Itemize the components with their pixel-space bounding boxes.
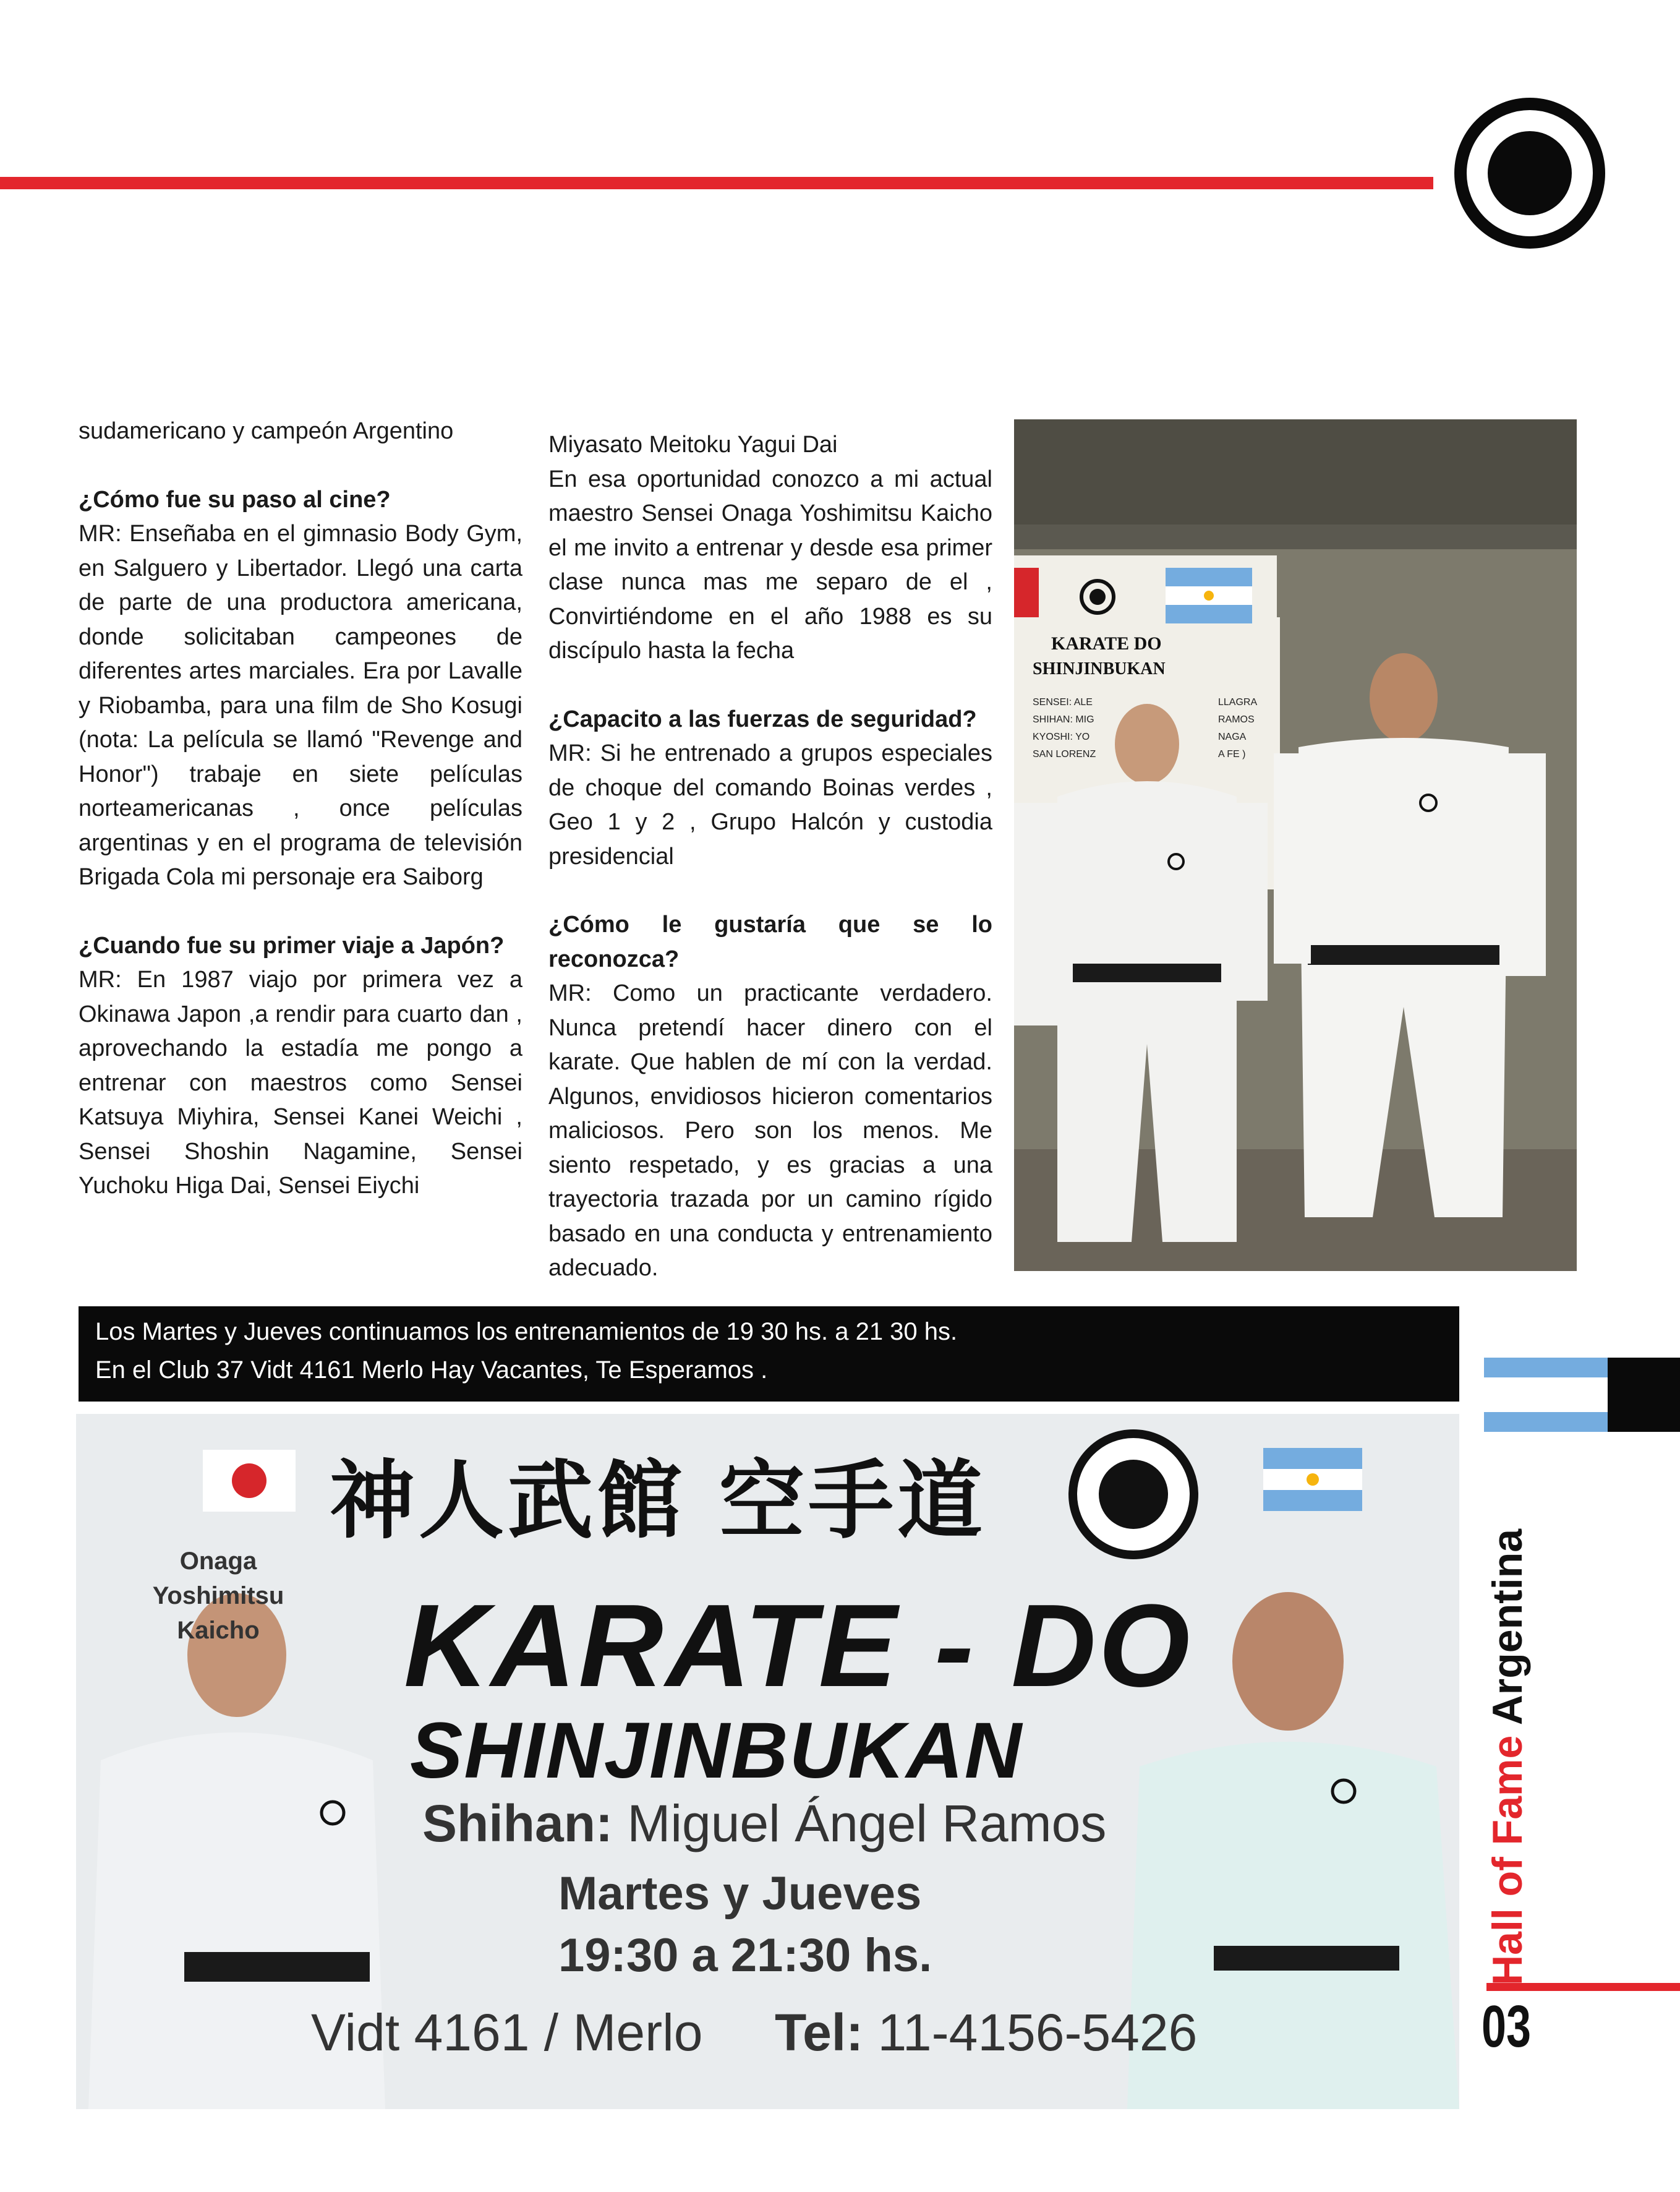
answer-cine: MR: Enseñaba en el gimnasio Body Gym, en Salguero y Libertador. Llegó una carta de parte de una productora americana, donde solicitaban campeones de diferentes artes marciales. Era por Lavalle y Riobamba, para una film de Sho Kosugi (nota: La película se llamó "Revenge and Honor") trabaje en siete películas norteamericanas , once películas argentinas y en el programa de televisión Brigada Cola mi personaje era Saiborg [79,521,522,890]
header-red-rule [0,177,1433,189]
photo-banner-line-4-right: A FE ) [1218,749,1246,760]
answer-japon: MR: En 1987 viajo por primera vez a Okinawa Japon ,a rendir para cuarto dan , aprovechando la estadía me pongo a entrenar con maestros como Sensei Katsuya Miyhira, Sensei Kanei Weichi , Sensei Shoshin Nagamine, Sensei Yuchoku Higa Dai, Sensei Eiychi [79,967,522,1199]
answer-reconocimiento: MR: Como un practicante verdadero. Nunca pretendí hacer dinero con el karate. Que hablen de mí con la verdad. Algunos, envidiosos hicieron comentarios maliciosos. Pero son los menos. Me siento respetado, y es gracias a una trayectoria trazada por un camino rígido basado en una conducta y entrenamiento adecuado. [548,980,992,1281]
dojo-photo [1014,419,1577,1271]
training-info-line-2: En el Club 37 Vidt 4161 Merlo Hay Vacantes, Te Esperamos . [95,1356,768,1384]
ad-shihan-name: Miguel Ángel Ramos [627,1794,1107,1852]
sidebar-black-tab [1608,1358,1680,1432]
photo-banner-line-3-right: NAGA [1218,732,1247,742]
ad-shihan-line [422,1792,1106,1854]
target-logo-icon [1454,98,1605,249]
master-name-line-3: Kaicho [177,1617,260,1644]
ad-kanji-heading: 神人武館 空手道 [330,1450,987,1551]
column-1-lead: sudamericano y campeón Argentino [79,418,454,444]
ad-telephone [775,1998,1197,2066]
column-2-lead: Miyasato Meitoku Yagui Dai [548,432,838,458]
answer-seguridad: MR: Si he entrenado a grupos especiales de choque del comando Boinas verdes , Geo 1 y 2 , Grupo Halcón y custodia presidencial [548,740,992,870]
argentina-flag-icon [1166,568,1252,623]
article-column-1 [79,414,522,1204]
section-title-red: Hall of Fame [1484,1735,1531,1985]
question-reconocimiento: ¿Cómo le gustaría que se lo reconozca? [548,912,992,972]
photo-banner-line-2: SHIHAN: MIG [1033,714,1094,725]
ad-tel-number: 11-4156-5426 [877,2003,1198,2061]
question-seguridad: ¿Capacito a las fuerzas de seguridad? [548,706,977,732]
ad-hours: 19:30 a 21:30 hs. [558,1929,932,1982]
photo-banner-line-1-right: LLAGRA [1218,697,1258,708]
ad-title-shinjinbukan: SHINJINBUKAN [410,1706,1023,1795]
ad-tel-label: Tel: [775,2003,864,2061]
question-cine: ¿Cómo fue su paso al cine? [79,486,391,513]
japan-flag-icon [1014,568,1039,617]
photo-banner-line-1: SENSEI: ALE [1033,697,1093,708]
master-name [101,1544,336,1648]
master-name-line-1: Onaga [179,1548,257,1575]
column-2-lead-continued: En esa oportunidad conozco a mi actual maestro Sensei Onaga Yoshimitsu Kaicho el me invito a entrenar y desde esa primer clase nunca mas me separo de el , Convirtiéndome en el año 1988 es su discípulo hasta la fecha [548,466,992,664]
section-title-vertical [1477,1529,1538,1985]
dojo-photo-illustration [1014,419,1577,1271]
section-title-black: Argentina [1484,1528,1531,1726]
master-name-line-2: Yoshimitsu [152,1582,284,1609]
ad-title-karate-do: KARATE - DO [404,1580,1193,1711]
ad-days: Martes y Jueves [558,1867,922,1920]
page-number: 03 [1482,1993,1532,2060]
dojo-advertisement [76,1414,1459,2109]
argentina-flag-icon [1263,1448,1362,1511]
ad-address: Vidt 4161 / Merlo [311,2003,703,2061]
article-column-2 [548,428,992,1286]
ad-shihan-label: Shihan: [422,1794,613,1852]
target-logo-icon [1073,1434,1194,1555]
argentina-flag-icon [1484,1358,1608,1432]
training-info-text [95,1312,1443,1389]
photo-banner-line-4: SAN LORENZ [1033,749,1096,760]
training-info-line-1: Los Martes y Jueves continuamos los entrenamientos de 19 30 hs. a 21 30 hs. [95,1318,958,1345]
photo-banner-line-3: KYOSHI: YO [1033,732,1090,742]
japan-flag-icon [203,1450,296,1512]
photo-banner-title-2: SHINJINBUKAN [1033,659,1166,679]
photo-banner-line-2-right: RAMOS [1218,714,1255,725]
question-japon: ¿Cuando fue su primer viaje a Japón? [79,932,505,959]
photo-banner-title-1: KARATE DO [1051,633,1162,654]
